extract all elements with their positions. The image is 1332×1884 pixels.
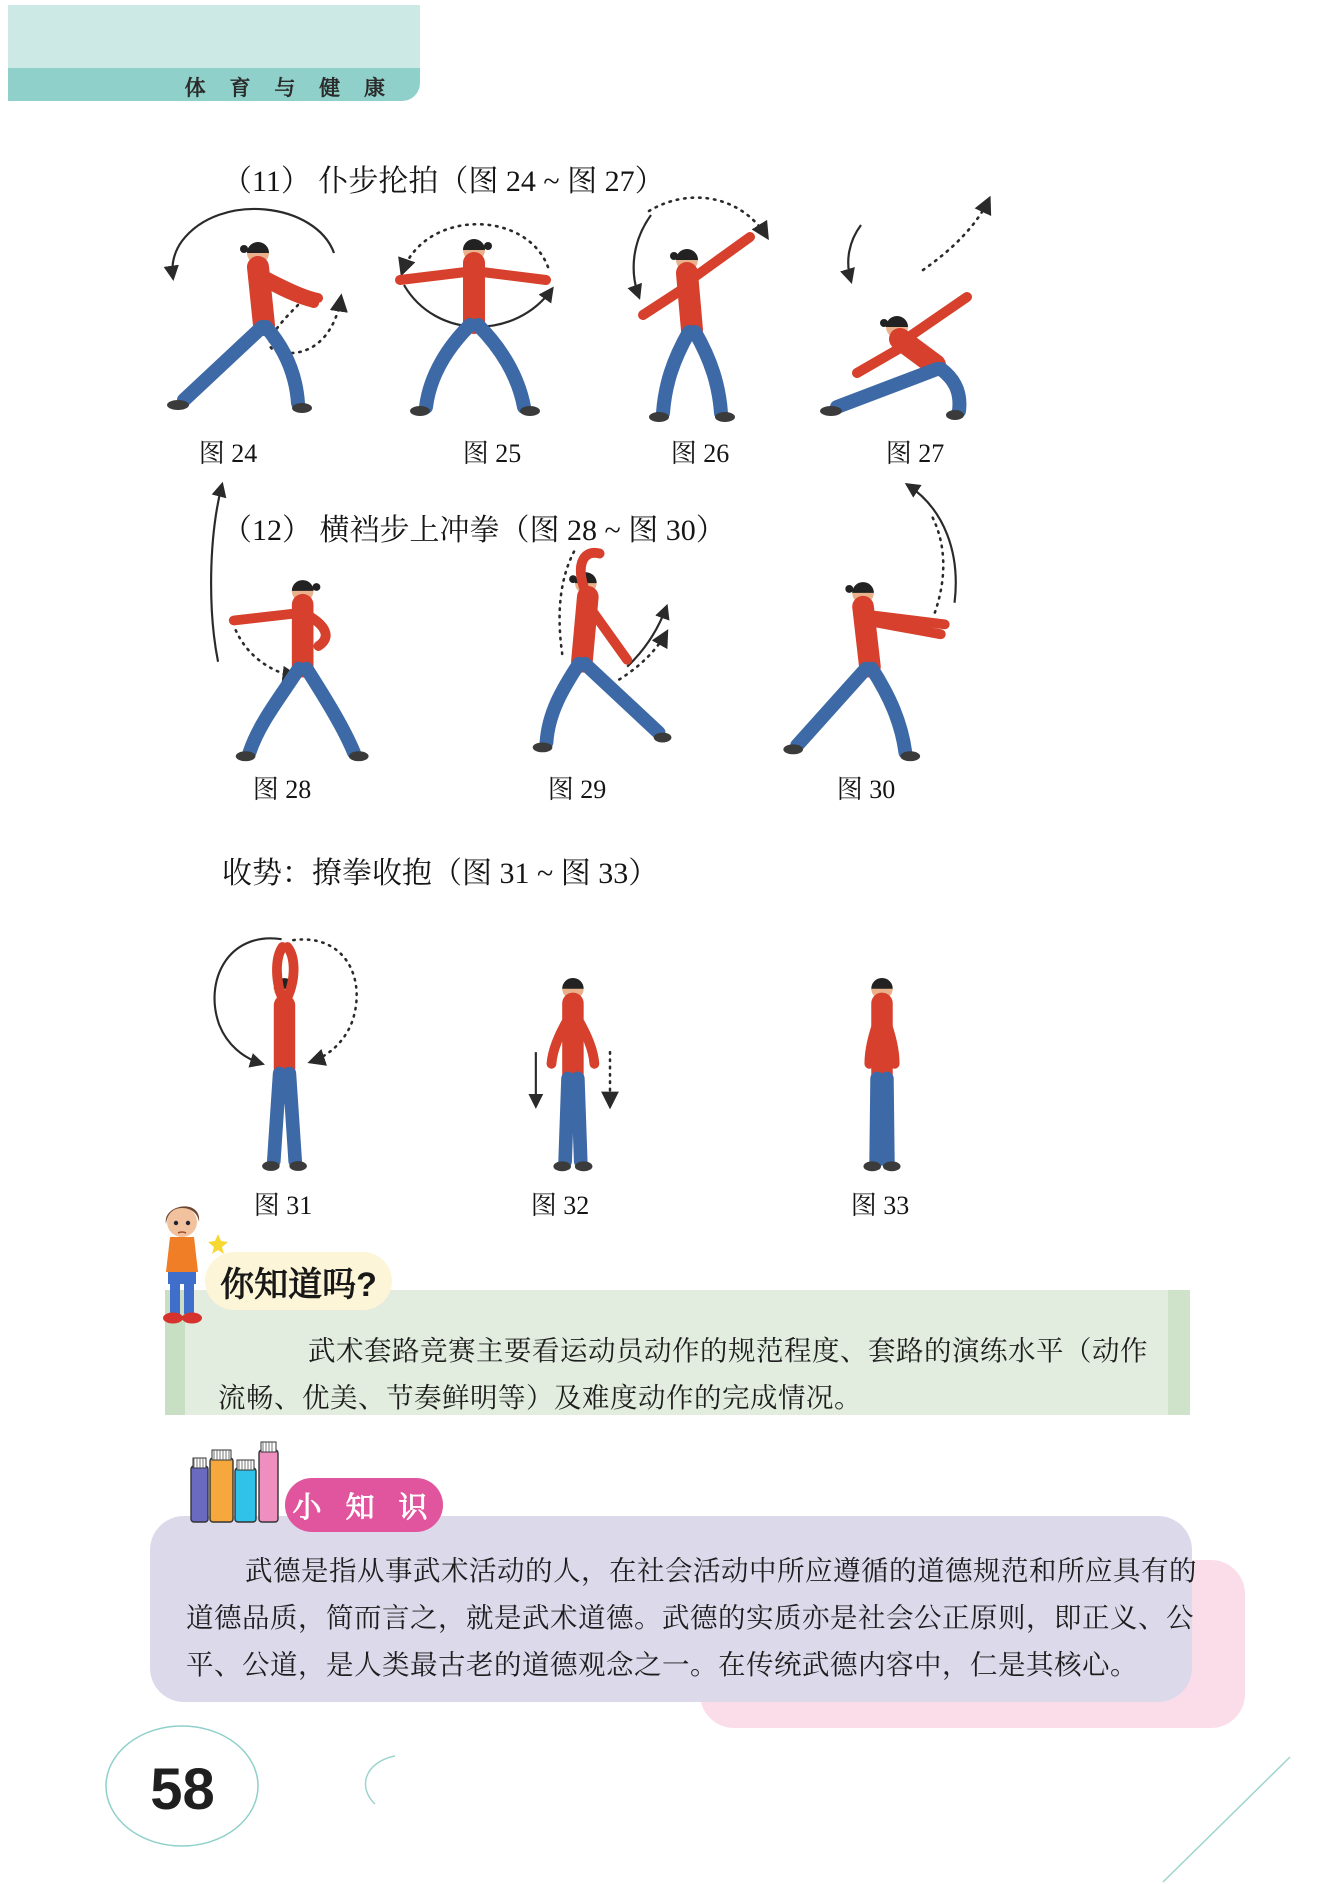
knowledge-text-line1: 武德是指从事武术活动的人，在社会活动中所应遵循的道德规范和所应具有的 bbox=[245, 1555, 1197, 1586]
knowledge-text-line3: 平、公道，是人类最古老的道德观念之一。在传统武德内容中，仁是其核心。 bbox=[186, 1649, 1138, 1680]
figure-25-caption: 图 25 bbox=[462, 439, 522, 468]
knowledge-pill bbox=[285, 1478, 443, 1532]
books-icon bbox=[183, 1440, 295, 1526]
figure-32-illustration bbox=[495, 896, 645, 1179]
header-bar bbox=[8, 68, 420, 101]
cartoon-boy-icon bbox=[132, 1190, 232, 1332]
knowledge-label: 小 知 识 bbox=[292, 1491, 436, 1524]
figure-28-caption: 图 28 bbox=[252, 775, 312, 804]
do-you-know-text-line2: 流畅、优美、节奏鲜明等）及难度动作的完成情况。 bbox=[218, 1382, 862, 1413]
decorative-arc bbox=[355, 1752, 400, 1807]
figure-24-illustration bbox=[148, 185, 353, 430]
figure-28-illustration bbox=[185, 465, 380, 770]
figure-29-illustration bbox=[478, 465, 673, 770]
do-you-know-label: 你知道吗? bbox=[220, 1265, 377, 1304]
header-color-block bbox=[8, 5, 420, 68]
figure-33-illustration bbox=[822, 896, 942, 1179]
header-subject: 体 育 与 健 康 bbox=[184, 77, 394, 100]
figure-32-caption: 图 32 bbox=[530, 1191, 590, 1220]
knowledge-text-line2: 道德品质，简而言之，就是武术道德。武德的实质亦是社会公正原则，即正义、公 bbox=[186, 1602, 1194, 1633]
do-you-know-bubble bbox=[205, 1252, 392, 1310]
closing-title: 收势：撩拳收抱（图 31 ~ 图 33） bbox=[222, 857, 659, 890]
figure-30-caption: 图 30 bbox=[836, 775, 896, 804]
corner-diagonal-line bbox=[1158, 1754, 1294, 1884]
figure-25-illustration bbox=[368, 185, 573, 430]
section-12-title: （12） 横裆步上冲拳（图 28 ~ 图 30） bbox=[222, 514, 726, 547]
figure-26-illustration bbox=[585, 185, 790, 430]
figure-30-illustration bbox=[768, 465, 963, 770]
figure-29-caption: 图 29 bbox=[547, 775, 607, 804]
figure-31-illustration bbox=[192, 896, 377, 1179]
page-number: 58 bbox=[150, 1757, 215, 1822]
figure-31-caption: 图 31 bbox=[253, 1191, 313, 1220]
section-11-title: （11） 仆步抡拍（图 24 ~ 图 27） bbox=[222, 165, 665, 198]
figure-26-caption: 图 26 bbox=[670, 439, 730, 468]
figure-33-caption: 图 33 bbox=[850, 1191, 910, 1220]
figure-27-illustration bbox=[805, 185, 1010, 430]
figure-27-caption: 图 27 bbox=[885, 439, 945, 468]
do-you-know-text-line1: 武术套路竞赛主要看运动员动作的规范程度、套路的演练水平（动作 bbox=[308, 1335, 1148, 1366]
figure-24-caption: 图 24 bbox=[198, 439, 258, 468]
